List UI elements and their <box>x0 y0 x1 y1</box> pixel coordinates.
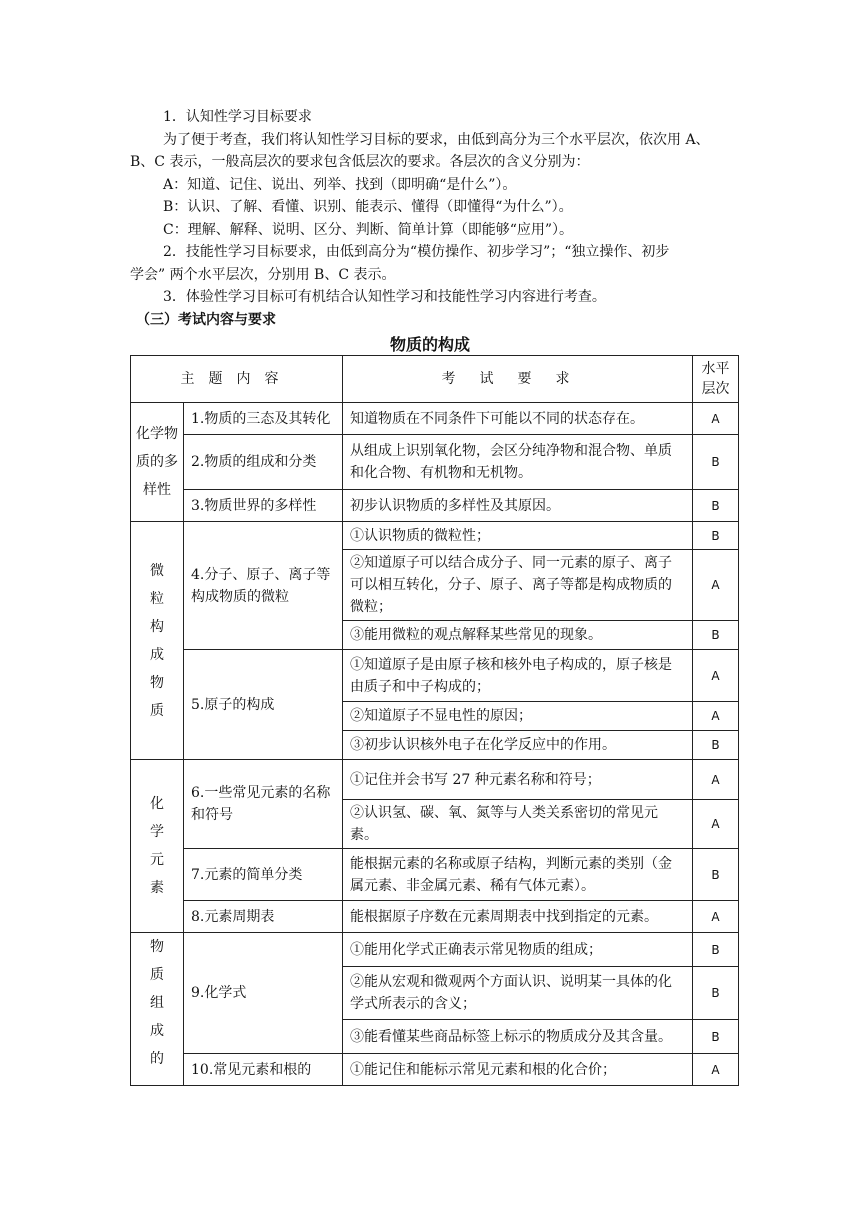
requirement-cell: ②知道原子不显电性的原因； <box>343 702 693 731</box>
requirement-cell: ②知道原子可以结合成分子、同一元素的原子、离子可以相互转化，分子、原子、离子等都是构成物质的微粒； <box>343 550 693 621</box>
level-c-definition: C：理解、解释、说明、区分、判断、简单计算（即能够“应用”）。 <box>163 222 574 238</box>
header-requirement: 考试要求 <box>343 356 693 403</box>
table-row <box>131 933 739 967</box>
requirement-cell: ③能看懂某些商品标签上标示的物质成分及其含量。 <box>343 1020 693 1054</box>
level-cell: B <box>693 621 739 650</box>
level-cell: B <box>693 967 739 1020</box>
requirement-cell: ②能从宏观和微观两个方面认识、说明某一具体的化学式所表示的含义； <box>343 967 693 1020</box>
table-row <box>131 435 739 490</box>
table-row <box>131 1054 739 1086</box>
requirement-cell: 知道物质在不同条件下可能以不同的状态存在。 <box>343 403 693 435</box>
level-cell: B <box>693 1020 739 1054</box>
level-cell: A <box>693 650 739 702</box>
level-cell: B <box>693 522 739 550</box>
intro-paragraph-line2: B、C 表示，一般高层次的要求包含低层次的要求。各层次的含义分别为： <box>130 154 590 170</box>
table-row <box>131 849 739 901</box>
table-header-row <box>131 356 739 403</box>
level-cell: B <box>693 933 739 967</box>
topic-cell: 4.分子、原子、离子等构成物质的微粒 <box>184 522 343 650</box>
category-cell: 微粒构成物质 <box>131 522 184 760</box>
topic-cell: 5.原子的构成 <box>184 650 343 760</box>
topic-cell: 8.元素周期表 <box>184 901 343 933</box>
topic-cell: 9.化学式 <box>184 933 343 1054</box>
requirement-cell: ①认识物质的微粒性； <box>343 522 693 550</box>
level-cell: B <box>693 731 739 760</box>
level-cell: A <box>693 760 739 800</box>
topic-cell: 7.元素的简单分类 <box>184 849 343 901</box>
category-cell: 化学元素 <box>131 760 184 933</box>
requirement-cell: ①能记住和能标示常见元素和根的化合价； <box>343 1054 693 1086</box>
table-row <box>131 403 739 435</box>
header-topic: 主题内容 <box>131 356 343 403</box>
level-cell: A <box>693 901 739 933</box>
level-cell: B <box>693 490 739 522</box>
level-a-definition: A：知道、记住、说出、列举、找到（即明确“是什么”）。 <box>163 177 517 193</box>
level-cell: B <box>693 849 739 901</box>
skill-goal-line2: 学会” 两个水平层次，分别用 B、C 表示。 <box>130 267 396 283</box>
requirement-cell: 能根据原子序数在元素周期表中找到指定的元素。 <box>343 901 693 933</box>
level-cell: A <box>693 403 739 435</box>
requirement-cell: ①知道原子是由原子核和核外电子构成的，原子核是由质子和中子构成的； <box>343 650 693 702</box>
table-row <box>131 760 739 800</box>
requirement-cell: 从组成上识别氧化物，会区分纯净物和混合物、单质和化合物、有机物和无机物。 <box>343 435 693 490</box>
category-cell: 物质组成的 <box>131 933 184 1086</box>
intro-paragraph-line1: 为了便于考查，我们将认知性学习目标的要求，由低到高分为三个水平层次，依次用 A、 <box>163 132 710 148</box>
topic-cell: 1.物质的三态及其转化 <box>184 403 343 435</box>
level-cell: A <box>693 550 739 621</box>
level-cell: A <box>693 702 739 731</box>
header-level: 水平 层次 <box>693 356 739 403</box>
table-row <box>131 901 739 933</box>
requirement-cell: ①记住并会书写 27 种元素名称和符号； <box>343 760 693 800</box>
table-row <box>131 650 739 702</box>
requirements-table <box>130 355 739 1086</box>
topic-cell: 2.物质的组成和分类 <box>184 435 343 490</box>
section-heading: （三）考试内容与要求 <box>136 312 276 328</box>
level-cell: A <box>693 800 739 849</box>
topic-cell: 3.物质世界的多样性 <box>184 490 343 522</box>
intro-cognitive-heading: 1．认知性学习目标要求 <box>163 109 312 125</box>
skill-goal-line1: 2．技能性学习目标要求，由低到高分为“模仿操作、初步学习”；“独立操作、初步 <box>163 244 670 260</box>
level-cell: B <box>693 435 739 490</box>
topic-cell: 10.常见元素和根的 <box>184 1054 343 1086</box>
experience-goal: 3．体验性学习目标可有机结合认知性学习和技能性学习内容进行考查。 <box>163 289 606 305</box>
requirement-cell: 能根据元素的名称或原子结构，判断元素的类别（金属元素、非金属元素、稀有气体元素）。 <box>343 849 693 901</box>
level-b-definition: B：认识、了解、看懂、识别、能表示、懂得（即懂得“为什么”）。 <box>163 199 573 215</box>
requirement-cell: ③能用微粒的观点解释某些常见的现象。 <box>343 621 693 650</box>
requirement-cell: ①能用化学式正确表示常见物质的组成； <box>343 933 693 967</box>
topic-cell: 6.一些常见元素的名称和符号 <box>184 760 343 849</box>
level-cell: A <box>693 1054 739 1086</box>
category-cell: 化学物质的多样性 <box>131 403 184 522</box>
requirement-cell: ③初步认识核外电子在化学反应中的作用。 <box>343 731 693 760</box>
table-row <box>131 490 739 522</box>
table-row <box>131 522 739 550</box>
requirement-cell: ②认识氢、碳、氧、氮等与人类关系密切的常见元素。 <box>343 800 693 849</box>
table-title: 物质的构成 <box>389 335 470 354</box>
requirement-cell: 初步认识物质的多样性及其原因。 <box>343 490 693 522</box>
